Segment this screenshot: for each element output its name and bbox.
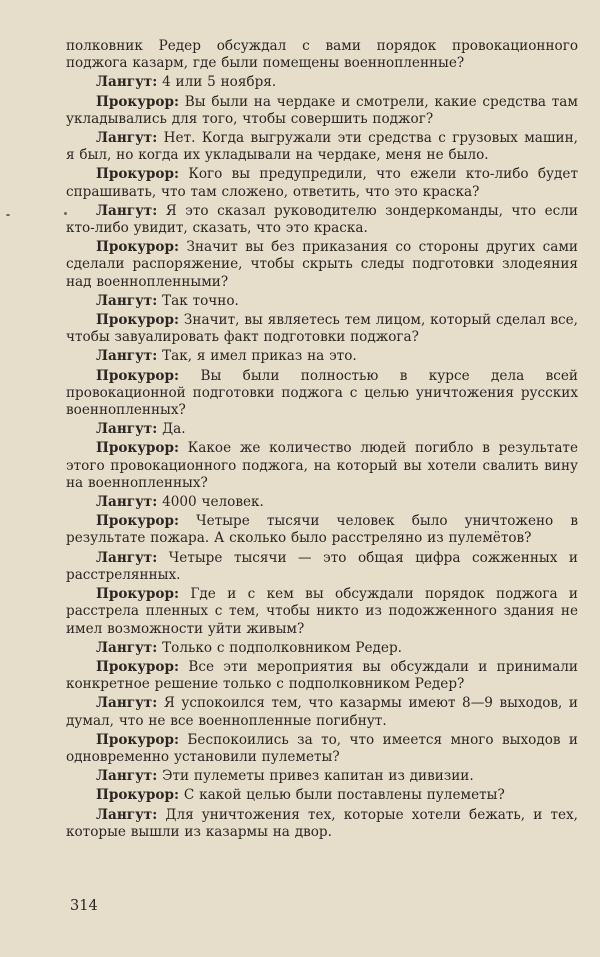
dialogue-paragraph bbox=[66, 732, 578, 766]
speaker-label: Лангут: bbox=[96, 74, 158, 91]
dialogue-paragraph bbox=[66, 659, 578, 693]
dialogue-paragraph bbox=[66, 768, 578, 785]
speech-text: 4 или 5 ноября. bbox=[157, 74, 277, 91]
dialogue-paragraph bbox=[66, 421, 578, 438]
speaker-label: Прокурор: bbox=[96, 586, 180, 603]
dialogue-paragraph bbox=[66, 640, 578, 657]
speech-text: Четыре тысячи — это общая цифра сожженных и расстрелянных. bbox=[66, 549, 578, 583]
speech-text: Для уничтожения тех, которые хотели бежать, и тех, которые вышли из казармы на двор. bbox=[66, 806, 578, 840]
dialogue-paragraph bbox=[66, 586, 578, 638]
speech-text: Вы были на чердаке и смотрели, какие средства там укладывались для того, чтобы совершить поджог? bbox=[66, 93, 578, 127]
print-speck bbox=[64, 212, 67, 215]
dialogue-paragraph bbox=[66, 494, 578, 511]
print-speck bbox=[6, 214, 10, 216]
speech-text: Да. bbox=[157, 421, 186, 438]
speech-text: Нет. Когда выгружали эти средства с грузовых машин, я был, но когда их укладывали на чердаке, меня не было. bbox=[66, 130, 578, 164]
speaker-label: Лангут: bbox=[96, 768, 158, 785]
speech-text: Вы были полностью в курсе дела всей провокационной подготовки поджога с целью уничтожения русских военнопленных? bbox=[66, 367, 578, 419]
speaker-label: Прокурор: bbox=[96, 440, 180, 457]
dialogue-paragraph bbox=[66, 203, 578, 237]
speaker-label: Прокурор: bbox=[96, 731, 180, 748]
speaker-label: Прокурор: bbox=[96, 93, 180, 110]
speaker-label: Лангут: bbox=[96, 806, 158, 823]
dialogue-paragraph bbox=[66, 74, 578, 91]
dialogue-paragraph bbox=[66, 787, 578, 804]
dialogue-paragraph bbox=[66, 550, 578, 584]
speech-text: Так, я имел приказ на это. bbox=[157, 348, 357, 365]
dialogue-paragraph bbox=[66, 166, 578, 200]
speech-text: Так точно. bbox=[157, 292, 239, 309]
speaker-label: Прокурор: bbox=[96, 239, 180, 256]
speaker-label: Лангут: bbox=[96, 202, 158, 219]
speech-text: Кого вы предупредили, что ежели кто-либо будет спрашивать, что там сложено, ответить, что это краска? bbox=[66, 166, 578, 200]
dialogue-paragraph bbox=[66, 695, 578, 729]
speaker-label: Лангут: bbox=[96, 494, 158, 511]
speaker-label: Лангут: bbox=[96, 292, 158, 309]
dialogue-paragraph bbox=[66, 293, 578, 310]
speaker-label: Прокурор: bbox=[96, 787, 180, 804]
speaker-label: Лангут: bbox=[96, 639, 158, 656]
speech-text: Какое же количество людей погибло в результате этого провокационного поджога, на который вы хотели свалить вину на военнопленных? bbox=[66, 440, 578, 491]
speech-text: С какой целью были поставлены пулеметы? bbox=[179, 787, 505, 804]
speech-text: Где и с кем вы обсуждали порядок поджога и расстрела пленных с тем, чтобы никто из подожженного здания не имел возможности уйти живым? bbox=[66, 586, 578, 637]
dialogue-paragraph bbox=[66, 94, 578, 128]
speech-text: Четыре тысячи человек было уничтожено в результате пожара. А сколько было расстреляно из пулемётов? bbox=[66, 513, 578, 547]
speaker-label: Лангут: bbox=[96, 421, 158, 438]
dialogue-paragraph bbox=[66, 368, 578, 420]
dialogue-paragraph bbox=[66, 239, 578, 291]
opening-text: полковник Редер обсуждал с вами порядок провокационного поджога казарм, где были помещены военнопленные? bbox=[66, 38, 578, 72]
speech-text: 4000 человек. bbox=[157, 494, 264, 511]
speaker-label: Лангут: bbox=[96, 348, 158, 365]
speech-text: Беспокоились за то, что имеется много выходов и одновременно установили пулеметы? bbox=[66, 731, 578, 765]
speech-text: Значит, вы являетесь тем лицом, который сделал все, чтобы завуалировать факт подготовки поджога? bbox=[66, 312, 578, 346]
dialogue-paragraph bbox=[66, 348, 578, 365]
speaker-label: Прокурор: bbox=[96, 658, 180, 675]
speaker-label: Прокурор: bbox=[96, 367, 180, 384]
speaker-label: Прокурор: bbox=[96, 312, 180, 329]
dialogue-paragraph bbox=[66, 807, 578, 841]
speech-text: Я успокоился тем, что казармы имеют 8—9 выходов, и думал, что не все военнопленные погибнут. bbox=[66, 695, 578, 729]
speech-text: Значит вы без приказания со стороны других сами сделали распоряжение, чтобы скрыть следы подготовки злодеяния над военнопленными? bbox=[66, 239, 578, 290]
dialogue-transcript bbox=[66, 74, 578, 841]
speaker-label: Прокурор: bbox=[96, 513, 180, 530]
speech-text: Все эти мероприятия вы обсуждали и принимали конкретное решение только с подполковником Редер? bbox=[66, 658, 578, 693]
page-number: 314 bbox=[70, 898, 98, 914]
dialogue-paragraph bbox=[66, 130, 578, 164]
speaker-label: Прокурор: bbox=[96, 166, 180, 183]
speaker-label: Лангут: bbox=[96, 695, 158, 712]
dialogue-paragraph bbox=[66, 312, 578, 346]
speaker-label: Лангут: bbox=[96, 130, 158, 147]
speaker-label: Лангут: bbox=[96, 549, 158, 566]
dialogue-paragraph bbox=[66, 440, 578, 492]
speech-text: Эти пулеметы привез капитан из дивизии. bbox=[157, 768, 474, 785]
speech-text: Я это сказал руководителю зондеркоманды, что если кто-либо увидит, сказать, что это краска. bbox=[66, 202, 578, 237]
dialogue-paragraph bbox=[66, 513, 578, 547]
speech-text: Только с подполковником Редер. bbox=[157, 639, 402, 656]
